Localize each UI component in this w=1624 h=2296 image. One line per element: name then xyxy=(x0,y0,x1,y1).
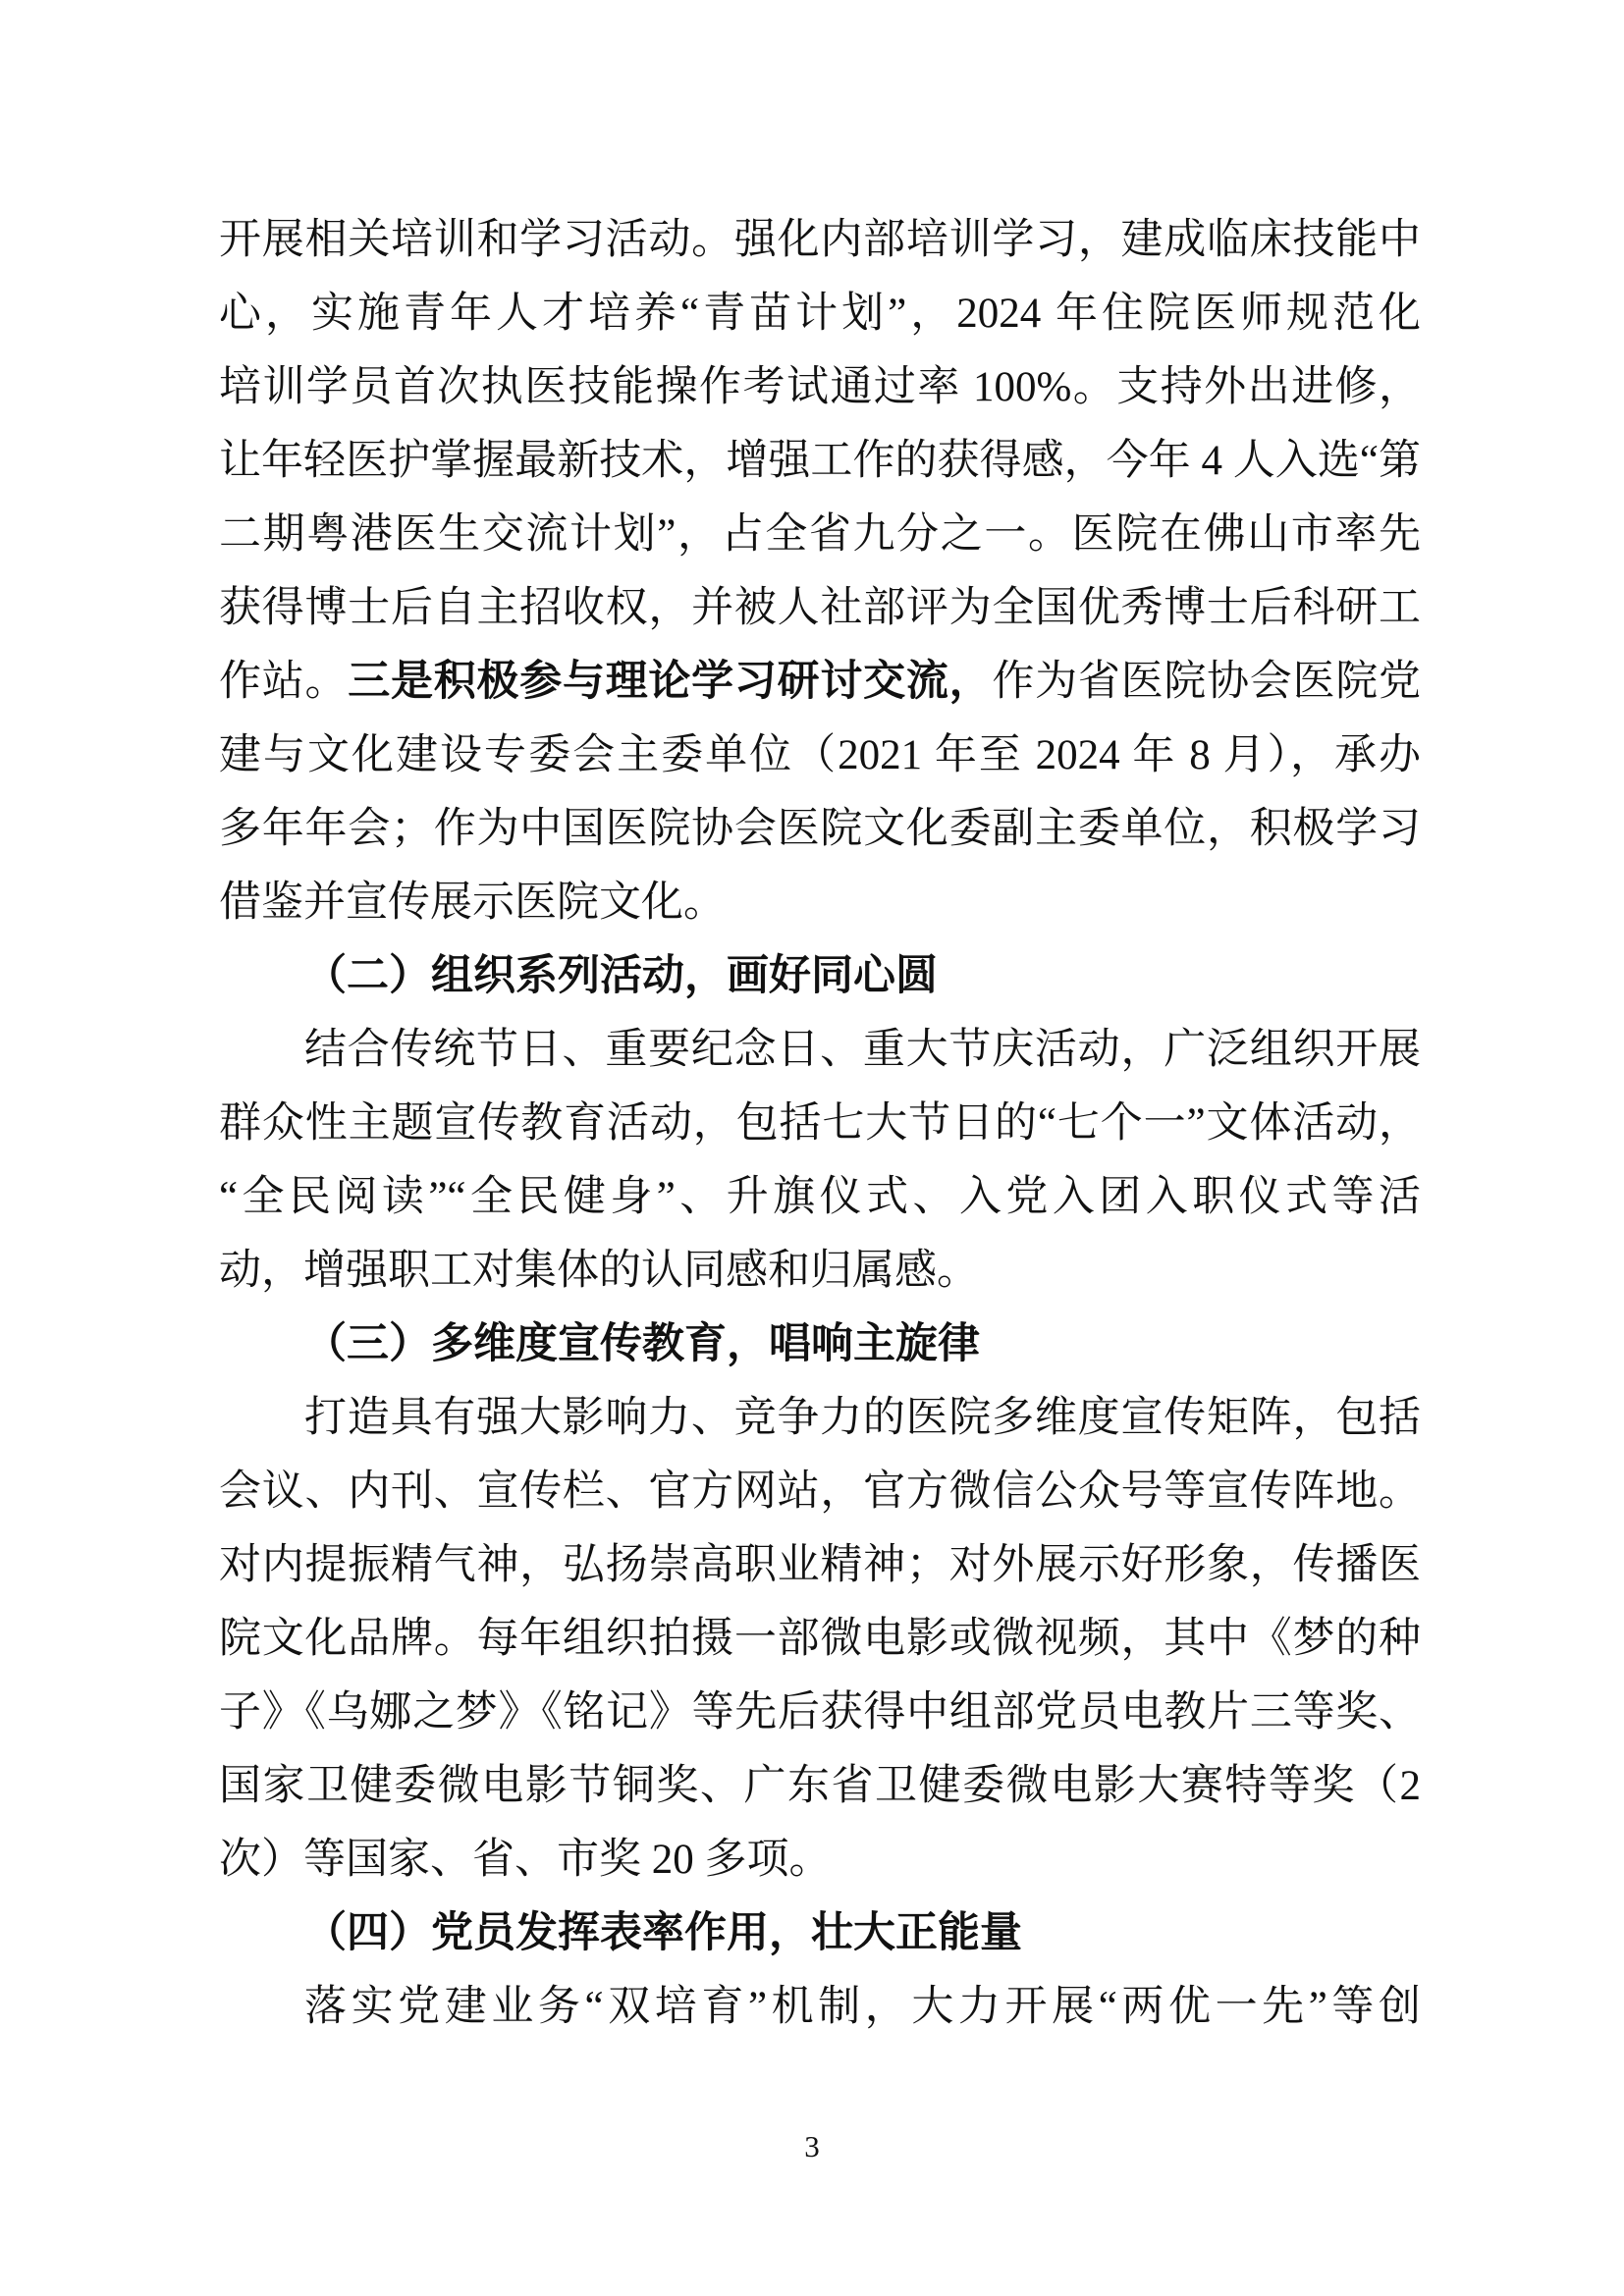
text-block xyxy=(219,203,1421,2044)
body-text-line: 对内提振精气神，弘扬崇高职业精神；对外展示好形象，传播医 xyxy=(219,1542,1421,1588)
body-text-line: 建与文化建设专委会主委单位（2021 年至 2024 年 8 月），承办 xyxy=(219,732,1421,778)
body-text-line: 二期粤港医生交流计划”，占全省九分之一。医院在佛山市率先 xyxy=(219,511,1421,558)
body-text-line: 群众性主题宣传教育活动，包括七大节日的“七个一”文体活动， xyxy=(219,1100,1421,1147)
page-number: 3 xyxy=(804,2129,820,2163)
body-text-line: 多年年会；作为中国医院协会医院文化委副主委单位，积极学习 xyxy=(219,806,1421,852)
body-text-line: 获得博士后自主招收权，并被人社部评为全国优秀博士后科研工 xyxy=(219,585,1421,631)
section-heading-2: （二）组织系列活动，画好同心圆 xyxy=(304,953,938,999)
body-text-line: 国家卫健委微电影节铜奖、广东省卫健委微电影大赛特等奖（2 xyxy=(219,1763,1421,1809)
text-segment: 作站。 xyxy=(219,659,349,705)
body-text-line: 让年轻医护掌握最新技术，增强工作的获得感，今年 4 人入选“第 xyxy=(219,438,1421,484)
bold-emphasis-segment: 三是积极参与理论学习研讨交流， xyxy=(348,659,993,705)
body-text-line: 心，实施青年人才培养“青苗计划”，2024 年住院医师规范化 xyxy=(219,291,1421,337)
body-text-line-mixed xyxy=(219,645,1421,719)
section-heading-4: （四）党员发挥表率作用，壮大正能量 xyxy=(304,1910,1022,1956)
body-text-line: 院文化品牌。每年组织拍摄一部微电影或微视频，其中《梦的种 xyxy=(219,1616,1421,1662)
body-text-line: 次）等国家、省、市奖 20 多项。 xyxy=(219,1837,832,1883)
text-segment: 作为省医院协会医院党 xyxy=(992,659,1422,705)
body-text-line: “全民阅读”“全民健身”、升旗仪式、入党入团入职仪式等活 xyxy=(219,1174,1421,1220)
body-text-line: 开展相关培训和学习活动。强化内部培训学习，建成临床技能中 xyxy=(219,217,1421,263)
body-text-line: 子》《乌娜之梦》《铭记》等先后获得中组部党员电教片三等奖、 xyxy=(219,1689,1421,1735)
section-heading-3: （三）多维度宣传教育，唱响主旋律 xyxy=(304,1321,980,1367)
body-text-line: 落实党建业务“双培育”机制，大力开展“两优一先”等创 xyxy=(304,1984,1421,2030)
body-text-line: 借鉴并宣传展示医院文化。 xyxy=(219,880,726,926)
body-text-line: 结合传统节日、重要纪念日、重大节庆活动，广泛组织开展 xyxy=(304,1027,1421,1073)
body-text-line: 会议、内刊、宣传栏、官方网站，官方微信公众号等宣传阵地。 xyxy=(219,1468,1421,1515)
body-text-line: 打造具有强大影响力、竞争力的医院多维度宣传矩阵，包括 xyxy=(304,1395,1421,1441)
body-text-line: 培训学员首次执医技能操作考试通过率 100%。支持外出进修， xyxy=(219,364,1421,410)
body-text-line: 动，增强职工对集体的认同感和归属感。 xyxy=(219,1248,979,1294)
